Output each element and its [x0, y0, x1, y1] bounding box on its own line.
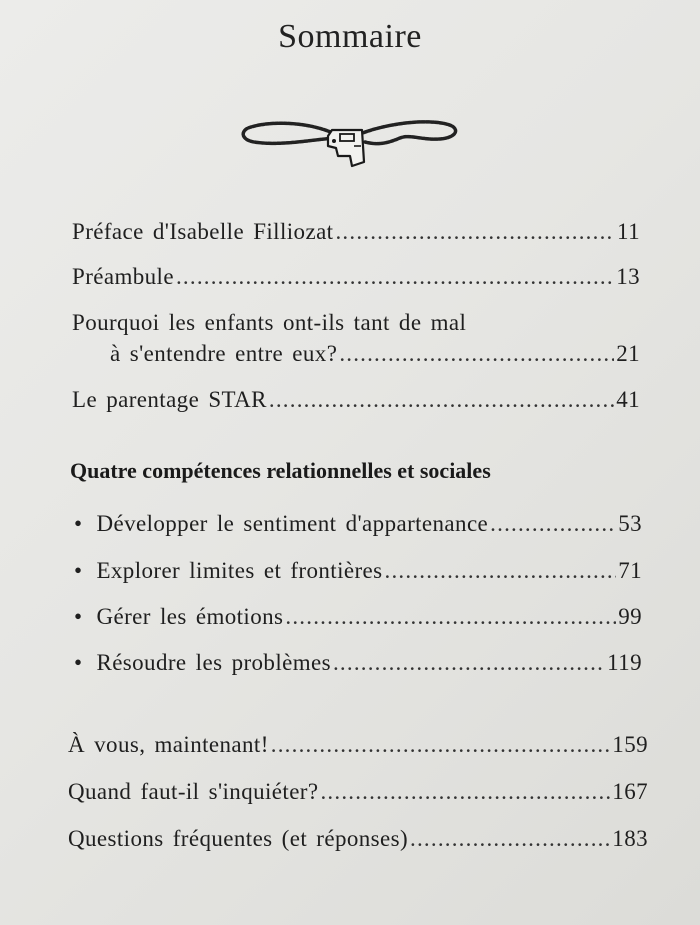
- toc-page-number: 21: [616, 341, 640, 366]
- toc-entry-label: À vous, maintenant!: [68, 732, 269, 757]
- toc-entry: [68, 732, 648, 758]
- toc-entry-label: Quand faut-il s'inquiéter?: [68, 779, 319, 804]
- toc-bullet-entry: [74, 511, 642, 537]
- dot-leader: [335, 219, 615, 245]
- toc-entry-label-line2: à s'entendre entre eux?: [110, 341, 338, 366]
- toc-entry-label: Questions fréquentes (et réponses): [68, 826, 409, 851]
- toc-entry-label: Préface d'Isabelle Filliozat: [72, 219, 334, 244]
- toc-entry: [72, 387, 640, 413]
- toc-page-number: 53: [618, 511, 642, 536]
- toc-entry-label: Développer le sentiment d'appartenance: [96, 511, 489, 536]
- toc-entry: [68, 826, 648, 852]
- bullet: •: [74, 604, 83, 629]
- toc-entry-label: Gérer les émotions: [96, 604, 284, 629]
- dot-leader: [176, 264, 614, 290]
- dot-leader: [320, 779, 610, 805]
- dot-leader: [385, 558, 617, 584]
- toc-page-number: 11: [617, 219, 640, 244]
- dot-leader: [333, 650, 605, 676]
- toc-entry-label: Résoudre les problèmes: [96, 650, 331, 675]
- toc-entry-label: Explorer limites et frontières: [96, 558, 383, 583]
- dot-leader: [490, 511, 616, 537]
- dot-leader: [271, 732, 611, 758]
- toc-page-number: 167: [612, 779, 648, 804]
- bullet: •: [74, 511, 83, 536]
- page-title: Sommaire: [278, 18, 422, 55]
- dot-leader: [285, 604, 616, 630]
- bullet: •: [74, 650, 83, 675]
- toc-page-number: 99: [618, 604, 642, 629]
- toc-entry: [110, 341, 640, 367]
- toc-page-number: 183: [612, 826, 648, 851]
- toc-entry-label-line1: Pourquoi les enfants ont-ils tant de mal: [72, 310, 467, 335]
- toc-entry: [72, 264, 640, 290]
- dot-leader: [269, 387, 614, 413]
- toc-entry: [72, 219, 640, 245]
- toc-bullet-entry: [74, 558, 642, 584]
- toc-entry-label: Préambule: [72, 264, 174, 289]
- toc-page-number: 41: [616, 387, 640, 412]
- toc-bullet-entry: [74, 604, 642, 630]
- toc-page-number: 119: [607, 650, 642, 675]
- whistle-on-cord-icon: [240, 112, 460, 174]
- section-heading: Quatre compétences relationnelles et sociales: [70, 458, 491, 483]
- toc-page-number: 159: [612, 732, 648, 757]
- toc-entry: [68, 779, 648, 805]
- dot-leader: [339, 341, 614, 367]
- dot-leader: [410, 826, 610, 852]
- toc-page-number: 71: [618, 558, 642, 583]
- toc-entry-label: Le parentage STAR: [72, 387, 267, 412]
- toc-page-number: 13: [616, 264, 640, 289]
- bullet: •: [74, 558, 83, 583]
- toc-bullet-entry: [74, 650, 642, 676]
